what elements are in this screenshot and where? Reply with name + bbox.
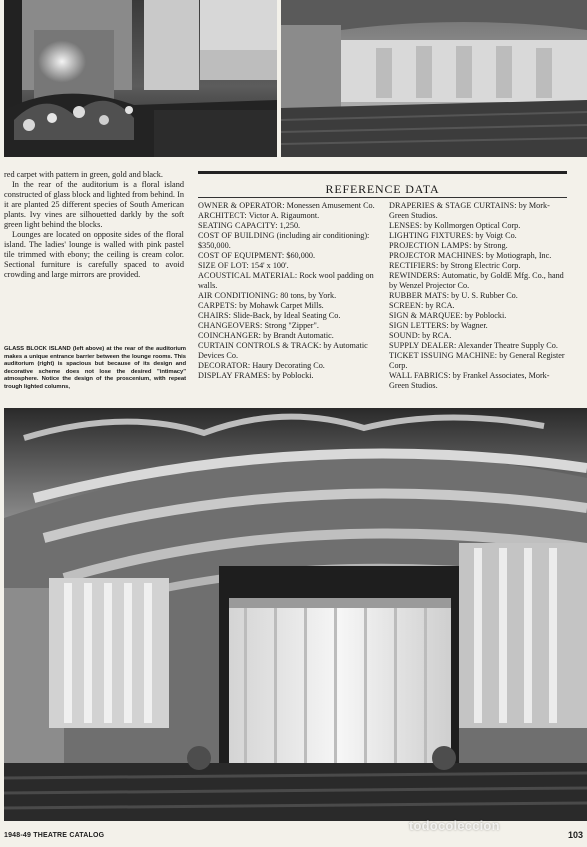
reference-key: RUBBER MATS:	[389, 291, 450, 300]
reference-entry	[389, 351, 567, 371]
reference-key: OWNER & OPERATOR:	[198, 201, 285, 210]
reference-key: AIR CONDITIONING:	[198, 291, 279, 300]
reference-rule-bottom	[198, 197, 567, 198]
reference-entry	[198, 201, 380, 211]
reference-value: $60,000.	[286, 251, 316, 260]
photo-auditorium-interior	[281, 0, 587, 157]
reference-value: 1,250.	[279, 221, 301, 230]
reference-value: by Strong Electric Corp.	[440, 261, 521, 270]
reference-key: LIGHTING FIXTURES:	[389, 231, 474, 240]
reference-entry	[198, 251, 380, 261]
reference-value: by U. S. Rubber Co.	[451, 291, 518, 300]
reference-entry	[198, 331, 380, 341]
reference-entry	[198, 321, 380, 331]
reference-key: PROJECTION LAMPS:	[389, 241, 472, 250]
reference-key: CHAIRS:	[198, 311, 232, 320]
article-body	[4, 170, 184, 280]
reference-value: Slide-Back, by Ideal Seating Co.	[233, 311, 341, 320]
reference-entry	[389, 301, 567, 311]
photo-proscenium-stage	[4, 408, 587, 821]
reference-key: CURTAIN CONTROLS & TRACK:	[198, 341, 322, 350]
reference-value: by Automatic Devices Co.	[198, 341, 368, 360]
reference-entry	[198, 341, 380, 361]
reference-entry	[389, 201, 567, 221]
catalog-footer: 1948-49 THEATRE CATALOG	[4, 832, 105, 839]
reference-value: by Frankel Associates, Mork-Green Studios.	[389, 371, 550, 390]
reference-entry	[198, 221, 380, 231]
reference-key: COST OF BUILDING	[198, 231, 275, 240]
reference-value: Alexander Theatre Supply Co.	[457, 341, 558, 350]
reference-column-right	[389, 201, 567, 391]
reference-key: ACOUSTICAL MATERIAL:	[198, 271, 298, 280]
reference-value: by Mohawk Carpet Mills.	[239, 301, 324, 310]
reference-key: PROJECTOR MACHINES:	[389, 251, 484, 260]
reference-value: Strong "Zipper".	[264, 321, 319, 330]
article-paragraph: Lounges are located on opposite sides of the floral island. The ladies' lounge is walled with pink pastel tile trimmed with ebony; the ceiling is cream color. Sectional furniture is carefully spaced to avoid crowding and large mirrors are provided.	[4, 230, 184, 279]
reference-entry	[389, 251, 567, 261]
reference-entry	[198, 371, 380, 381]
reference-key: CARPETS:	[198, 301, 238, 310]
reference-value: by Mork-Green Studios.	[389, 201, 550, 220]
reference-value: Automatic, by GoldE Mfg. Co., hand by Wenzel Projector Co.	[389, 271, 564, 290]
reference-key: REWINDERS:	[389, 271, 441, 280]
watermark: todocoleccion	[409, 818, 500, 833]
reference-entry	[389, 221, 567, 231]
reference-key: SEATING CAPACITY:	[198, 221, 278, 230]
reference-entry	[389, 371, 567, 391]
article-paragraph: red carpet with pattern in green, gold and black.	[4, 170, 163, 179]
reference-entry	[389, 341, 567, 351]
page-number: 103	[568, 830, 584, 840]
reference-column-left	[198, 201, 380, 381]
reference-entry	[389, 231, 567, 241]
reference-entry	[198, 301, 380, 311]
reference-key: COST OF EQUIPMENT:	[198, 251, 285, 260]
reference-key: SIZE OF LOT:	[198, 261, 249, 270]
reference-value: Haury Decorating Co.	[252, 361, 325, 370]
reference-entry	[389, 311, 567, 321]
reference-entry	[389, 261, 567, 271]
reference-key: DRAPERIES & STAGE CURTAINS:	[389, 201, 517, 210]
reference-entry	[389, 241, 567, 251]
reference-value: Victor A. Rigaumont.	[248, 211, 320, 220]
reference-value: by Poblocki.	[464, 311, 507, 320]
reference-key: ARCHITECT:	[198, 211, 247, 220]
reference-entry	[198, 271, 380, 291]
reference-value: 154' x 100'.	[250, 261, 289, 270]
reference-value: by Motiograph, Inc.	[485, 251, 552, 260]
reference-value: by Voigt Co.	[475, 231, 517, 240]
reference-key: SIGN & MARQUEE:	[389, 311, 463, 320]
reference-entry	[198, 311, 380, 321]
reference-entry	[198, 291, 380, 301]
reference-entry	[389, 331, 567, 341]
reference-entry	[389, 291, 567, 301]
photo-caption: GLASS BLOCK ISLAND (left above) at the rear of the auditorium makes a unique entrance barrier between the lounge rooms. This auditorium (right) is spacious but because of its design and decorative scheme does not lose the desired "intimacy" atmosphere. Notice the design of the proscenium, with repeat trough lighted columns,	[4, 346, 186, 390]
reference-value: by Brandt Automatic.	[263, 331, 334, 340]
reference-key: DECORATOR:	[198, 361, 251, 370]
reference-key: CHANGEOVERS:	[198, 321, 263, 330]
reference-value: by Strong.	[473, 241, 508, 250]
reference-value: by RCA.	[425, 301, 455, 310]
reference-key: TICKET ISSUING MACHINE:	[389, 351, 498, 360]
reference-value: by RCA.	[422, 331, 452, 340]
reference-key: DISPLAY FRAMES:	[198, 371, 271, 380]
reference-value: by Poblocki.	[272, 371, 314, 380]
reference-entry	[198, 231, 380, 251]
reference-key: RECTIFIERS:	[389, 261, 439, 270]
reference-entry	[198, 261, 380, 271]
reference-key: SCREEN:	[389, 301, 424, 310]
reference-value: Monessen Amusement Co.	[286, 201, 375, 210]
reference-key: SOUND:	[389, 331, 421, 340]
reference-entry	[198, 211, 380, 221]
reference-value: Rock wool padding on walls.	[198, 271, 374, 290]
reference-key: COINCHANGER:	[198, 331, 262, 340]
reference-rule-top	[198, 171, 567, 174]
reference-value: by General Register Corp.	[389, 351, 565, 370]
reference-key: SUPPLY DEALER:	[389, 341, 457, 350]
reference-entry	[389, 271, 567, 291]
article-paragraph: In the rear of the auditorium is a floral island constructed of glass block and lighted from behind. In it are planted 25 different species of South American plants. Ivy vines are silhouetted darkly by the soft green light behind the blocks.	[4, 180, 184, 229]
reference-key: WALL FABRICS:	[389, 371, 451, 380]
reference-value: by Kollmorgen Optical Corp.	[424, 221, 521, 230]
photo-glass-block-island	[4, 0, 277, 157]
reference-key: LENSES:	[389, 221, 422, 230]
reference-value: by Wagner.	[450, 321, 488, 330]
reference-key: SIGN LETTERS:	[389, 321, 449, 330]
reference-entry	[389, 321, 567, 331]
reference-entry	[198, 361, 380, 371]
reference-value: 80 tons, by York.	[280, 291, 337, 300]
reference-heading: REFERENCE DATA	[325, 182, 440, 196]
reference-value: (including air conditioning): $350,000.	[198, 231, 370, 250]
